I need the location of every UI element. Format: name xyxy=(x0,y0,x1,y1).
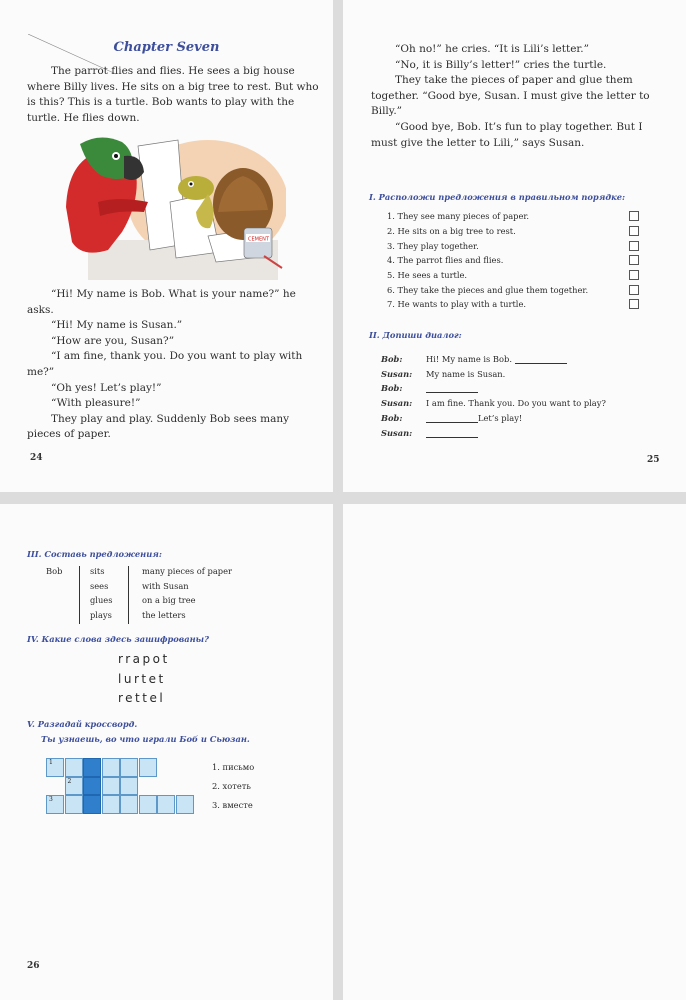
dialogue-line: “Oh yes! Let’s play!” xyxy=(51,381,162,394)
speaker-label: Susan: xyxy=(381,427,413,438)
story-paragraph: The parrot flies and flies. He sees a big house where Billy lives. He sits on a big tree to rest. But who is this? This is a turtle. Bob wants to play with the turtle. He flies down. xyxy=(27,65,319,124)
list-item xyxy=(387,253,639,268)
dialog-row xyxy=(381,349,606,364)
order-checkbox[interactable] xyxy=(629,285,639,295)
object-phrase: with Susan xyxy=(142,580,189,591)
parrot-turtle-illustration xyxy=(58,132,286,280)
answer-blank[interactable] xyxy=(515,355,567,364)
object-phrase: the letters xyxy=(142,609,186,620)
story-continuation xyxy=(371,42,664,151)
list-item xyxy=(387,297,639,312)
page-number: 25 xyxy=(647,455,660,465)
scrambled-word: lurtet xyxy=(118,671,166,686)
answer-blank[interactable] xyxy=(426,429,478,438)
item-text: 6. They take the pieces and glue them together. xyxy=(387,284,589,295)
object-column xyxy=(142,566,252,624)
speaker-label: Susan: xyxy=(381,398,413,409)
verb-column xyxy=(79,566,129,624)
object-phrase: many pieces of paper xyxy=(142,566,232,576)
crossword-cell[interactable] xyxy=(120,777,138,796)
crossword-cell[interactable] xyxy=(65,795,83,814)
item-text: 7. He wants to play with a turtle. xyxy=(387,299,526,310)
dialog-text: I am fine. Thank you. Do you want to play? xyxy=(426,398,606,409)
crossword-cell[interactable] xyxy=(102,795,120,814)
blank-page xyxy=(343,504,686,1000)
exercise-4-title: IV. Какие слова здесь зашифрованы? xyxy=(27,634,209,644)
list-item xyxy=(387,282,639,297)
exercise-1-list xyxy=(387,209,639,312)
crossword-cell[interactable] xyxy=(102,758,120,777)
speaker-label: Bob: xyxy=(381,353,403,364)
exercise-2-title: II. Допиши диалог: xyxy=(369,330,462,340)
exercise-5-title: V. Разгадай кроссворд. xyxy=(27,719,138,729)
crossword-cell[interactable] xyxy=(46,758,64,777)
clue-number: 2 xyxy=(67,777,72,785)
order-checkbox[interactable] xyxy=(629,226,639,236)
dialogue-line: “I am fine, thank you. Do you want to play with me?” xyxy=(27,350,303,378)
dialog-row xyxy=(381,379,606,394)
page-24 xyxy=(0,0,333,492)
dialogue-line: “Hi! My name is Susan.” xyxy=(51,319,183,332)
speaker-label: Susan: xyxy=(381,368,413,379)
list-item xyxy=(387,268,639,283)
crossword-cell-highlighted[interactable] xyxy=(83,777,101,796)
item-text: 5. He sees a turtle. xyxy=(387,270,468,281)
order-checkbox[interactable] xyxy=(629,270,639,280)
item-text: 1. They see many pieces of paper. xyxy=(387,211,530,222)
verb-word: plays xyxy=(90,609,112,620)
story-paragraph: “Oh no!” he cries. “It is Lili’s letter.” xyxy=(395,43,589,55)
crossword-cell[interactable] xyxy=(120,795,138,814)
clue-item: 1. письмо xyxy=(212,762,255,772)
dialog-row xyxy=(381,364,606,379)
item-text: 4. The parrot flies and flies. xyxy=(387,255,504,266)
crossword-cell[interactable] xyxy=(65,758,83,777)
page-number: 26 xyxy=(27,961,40,971)
story-paragraph: “No, it is Billy’s letter!” cries the turtle. xyxy=(395,58,607,71)
crossword-cell[interactable] xyxy=(65,777,83,796)
item-text: 3. They play together. xyxy=(387,240,479,251)
page-number: 24 xyxy=(30,453,43,463)
clue-item: 2. хотеть xyxy=(212,781,251,791)
crossword-cell[interactable] xyxy=(139,795,157,814)
clue-number: 1 xyxy=(49,759,53,766)
crossword-cell[interactable] xyxy=(139,758,157,777)
story-paragraph: They take the pieces of paper and glue them together. “Good bye, Susan. I must give the letter to Billy.” xyxy=(371,74,650,118)
verb-word: sees xyxy=(90,580,109,591)
dialog-text: My name is Susan. xyxy=(426,368,506,379)
list-item xyxy=(387,224,639,239)
list-item xyxy=(387,238,639,253)
illustration-label: CEMENT xyxy=(248,236,269,243)
item-text: 2. He sits on a big tree to rest. xyxy=(387,226,516,237)
dialog-row xyxy=(381,423,606,438)
crossword-cell-highlighted[interactable] xyxy=(83,795,101,814)
story-dialogue xyxy=(27,287,319,443)
scrambled-word: rettel xyxy=(118,691,166,705)
crossword-cell[interactable] xyxy=(120,758,138,777)
dialog-text: Hi! My name is Bob. xyxy=(426,353,512,364)
crossword-cell[interactable] xyxy=(46,795,64,814)
list-item xyxy=(387,209,639,224)
answer-blank[interactable] xyxy=(426,414,478,423)
order-checkbox[interactable] xyxy=(629,211,639,221)
order-checkbox[interactable] xyxy=(629,299,639,309)
dialogue-line: “How are you, Susan?” xyxy=(51,334,175,347)
clue-item: 3. вместе xyxy=(212,800,253,810)
subject-word: Bob xyxy=(46,566,63,576)
verb-word: sits xyxy=(90,566,105,576)
crossword-cell-highlighted[interactable] xyxy=(83,758,101,777)
exercise-5-subtitle: Ты узнаешь, во что играли Боб и Сьюзан. xyxy=(41,734,250,744)
speaker-label: Bob: xyxy=(381,383,403,394)
crossword-cell[interactable] xyxy=(102,777,120,796)
chapter-title: Chapter Seven xyxy=(113,40,220,55)
crossword-clues xyxy=(212,762,254,819)
exercise-2-dialog xyxy=(381,349,606,438)
dialogue-line: They play and play. Suddenly Bob sees many pieces of paper. xyxy=(27,412,290,441)
scrambled-word: rrapot xyxy=(118,652,170,666)
story-intro xyxy=(27,64,319,126)
exercise-1-title: I. Расположи предложения в правильном порядке: xyxy=(369,192,626,202)
object-phrase: on a big tree xyxy=(142,595,196,605)
speaker-label: Bob: xyxy=(381,412,403,423)
crossword-cell[interactable] xyxy=(157,795,175,814)
dialogue-line: “Hi! My name is Bob. What is your name?” he asks. xyxy=(27,288,296,316)
story-paragraph: “Good bye, Bob. It’s fun to play together. But I must give the letter to Lili,” says Susan. xyxy=(371,120,643,149)
scrambled-words xyxy=(118,652,170,711)
dialog-text: Let’s play! xyxy=(478,412,523,423)
answer-blank[interactable] xyxy=(426,384,478,393)
dialog-row xyxy=(381,408,606,423)
clue-number: 3 xyxy=(49,796,53,803)
dialog-row xyxy=(381,393,606,408)
dialogue-line: “With pleasure!” xyxy=(51,397,141,410)
order-checkbox[interactable] xyxy=(629,241,639,251)
verb-word: glues xyxy=(90,595,113,605)
order-checkbox[interactable] xyxy=(629,255,639,265)
crossword-cell[interactable] xyxy=(176,795,194,814)
crossword-grid xyxy=(46,758,196,816)
exercise-3-title: III. Составь предложения: xyxy=(27,549,162,559)
